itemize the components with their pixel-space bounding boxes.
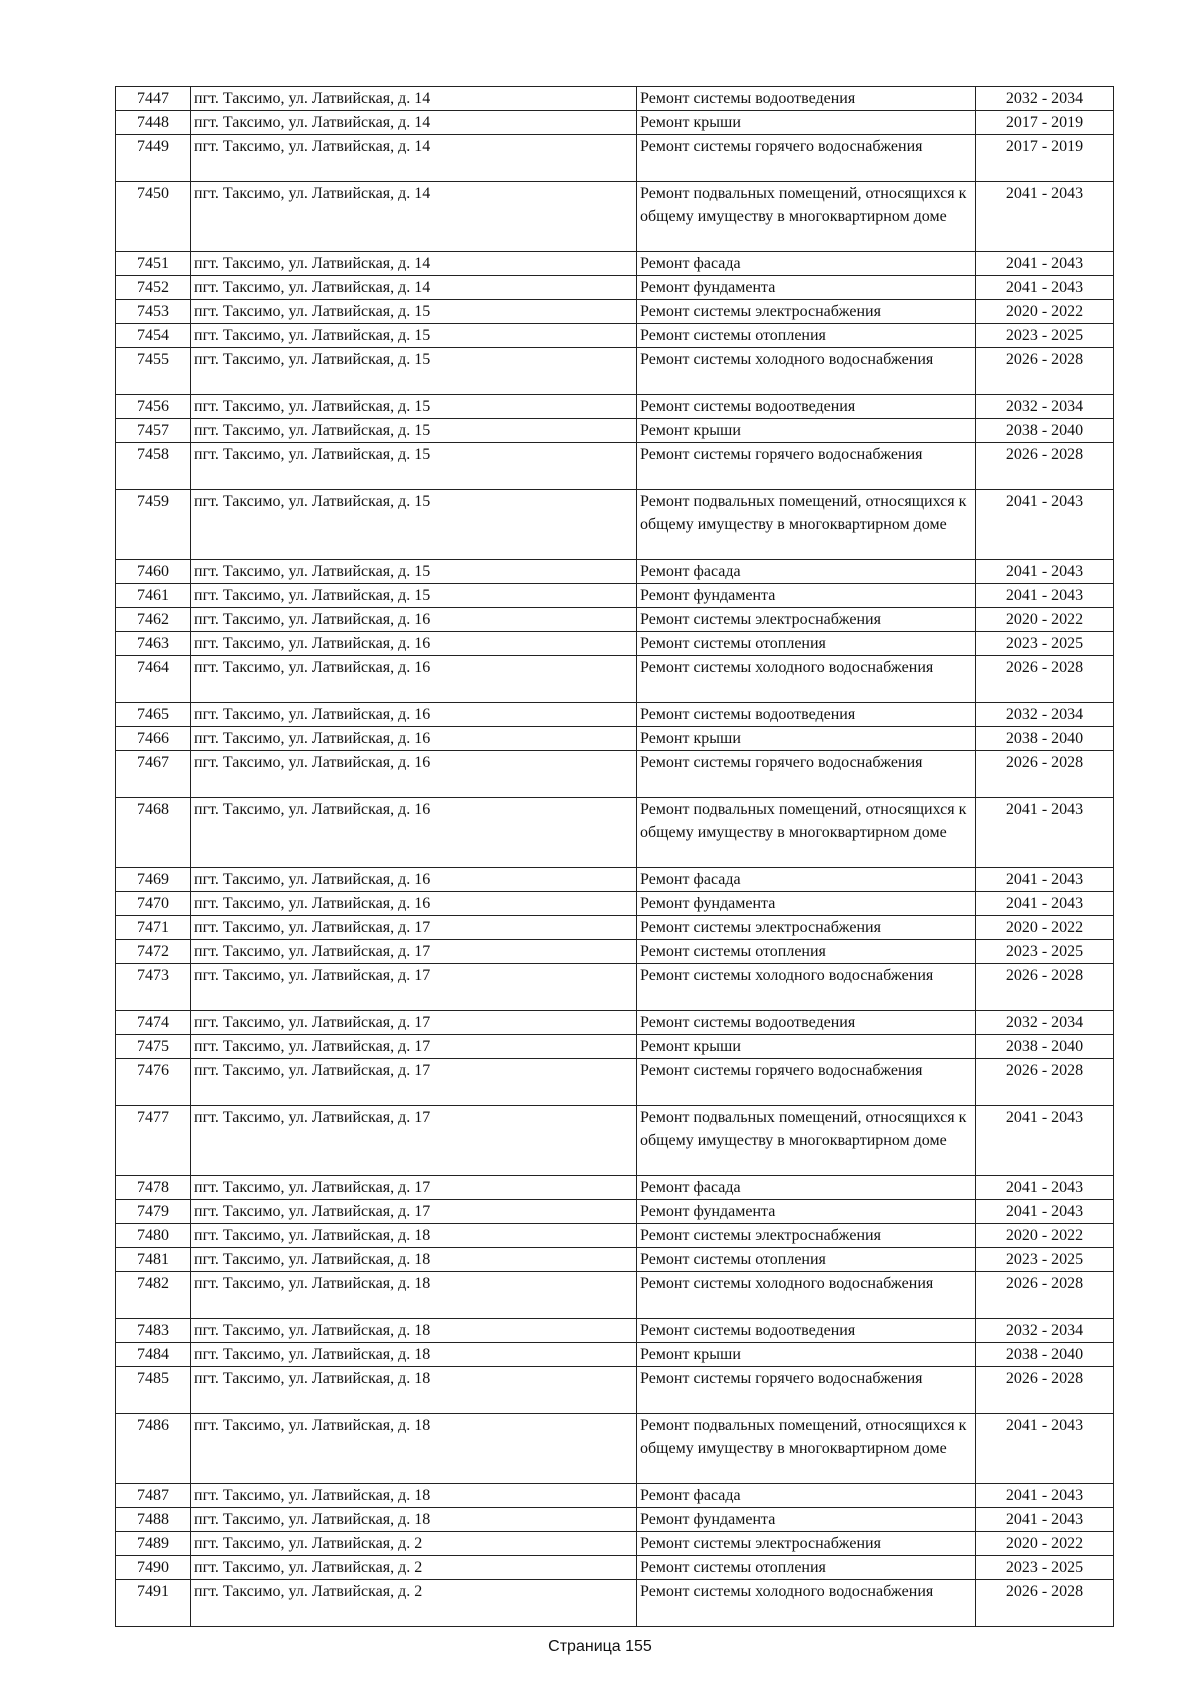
row-address: пгт. Таксимо, ул. Латвийская, д. 17 bbox=[191, 1059, 637, 1106]
row-address: пгт. Таксимо, ул. Латвийская, д. 15 bbox=[191, 300, 637, 324]
row-work-type: Ремонт системы электроснабжения bbox=[637, 916, 976, 940]
row-number: 7462 bbox=[116, 608, 191, 632]
row-period: 2041 - 2043 bbox=[976, 182, 1114, 252]
table-row bbox=[116, 1035, 1114, 1059]
row-work-type: Ремонт системы холодного водоснабжения bbox=[637, 1580, 976, 1627]
row-number: 7458 bbox=[116, 443, 191, 490]
row-period: 2026 - 2028 bbox=[976, 751, 1114, 798]
table-row bbox=[116, 608, 1114, 632]
row-work-type: Ремонт системы холодного водоснабжения bbox=[637, 348, 976, 395]
row-address: пгт. Таксимо, ул. Латвийская, д. 2 bbox=[191, 1556, 637, 1580]
row-address: пгт. Таксимо, ул. Латвийская, д. 15 bbox=[191, 490, 637, 560]
table-row bbox=[116, 1414, 1114, 1484]
row-number: 7472 bbox=[116, 940, 191, 964]
table-row bbox=[116, 892, 1114, 916]
row-number: 7457 bbox=[116, 419, 191, 443]
row-work-type: Ремонт системы горячего водоснабжения bbox=[637, 751, 976, 798]
row-number: 7467 bbox=[116, 751, 191, 798]
row-period: 2041 - 2043 bbox=[976, 1484, 1114, 1508]
row-period: 2038 - 2040 bbox=[976, 1035, 1114, 1059]
row-work-type: Ремонт фасада bbox=[637, 252, 976, 276]
row-work-type: Ремонт системы электроснабжения bbox=[637, 300, 976, 324]
row-work-type: Ремонт крыши bbox=[637, 1343, 976, 1367]
row-work-type: Ремонт крыши bbox=[637, 727, 976, 751]
row-address: пгт. Таксимо, ул. Латвийская, д. 16 bbox=[191, 703, 637, 727]
row-work-type: Ремонт системы холодного водоснабжения bbox=[637, 656, 976, 703]
row-period: 2041 - 2043 bbox=[976, 252, 1114, 276]
row-number: 7488 bbox=[116, 1508, 191, 1532]
row-number: 7482 bbox=[116, 1272, 191, 1319]
row-period: 2032 - 2034 bbox=[976, 1319, 1114, 1343]
row-number: 7481 bbox=[116, 1248, 191, 1272]
row-address: пгт. Таксимо, ул. Латвийская, д. 15 bbox=[191, 443, 637, 490]
row-number: 7471 bbox=[116, 916, 191, 940]
row-number: 7470 bbox=[116, 892, 191, 916]
row-number: 7449 bbox=[116, 135, 191, 182]
row-period: 2041 - 2043 bbox=[976, 490, 1114, 560]
row-address: пгт. Таксимо, ул. Латвийская, д. 2 bbox=[191, 1532, 637, 1556]
row-address: пгт. Таксимо, ул. Латвийская, д. 18 bbox=[191, 1319, 637, 1343]
table-row bbox=[116, 1200, 1114, 1224]
row-address: пгт. Таксимо, ул. Латвийская, д. 17 bbox=[191, 916, 637, 940]
row-number: 7485 bbox=[116, 1367, 191, 1414]
table-row bbox=[116, 703, 1114, 727]
table-row bbox=[116, 348, 1114, 395]
row-address: пгт. Таксимо, ул. Латвийская, д. 15 bbox=[191, 584, 637, 608]
row-work-type: Ремонт подвальных помещений, относящихся к общему имуществу в многоквартирном доме bbox=[637, 1414, 976, 1484]
table-row bbox=[116, 1059, 1114, 1106]
table-row bbox=[116, 1580, 1114, 1627]
table-row bbox=[116, 324, 1114, 348]
row-address: пгт. Таксимо, ул. Латвийская, д. 18 bbox=[191, 1248, 637, 1272]
row-address: пгт. Таксимо, ул. Латвийская, д. 16 bbox=[191, 632, 637, 656]
row-work-type: Ремонт системы электроснабжения bbox=[637, 1532, 976, 1556]
table-row bbox=[116, 916, 1114, 940]
table-row bbox=[116, 252, 1114, 276]
table-row bbox=[116, 490, 1114, 560]
row-period: 2020 - 2022 bbox=[976, 1532, 1114, 1556]
row-period: 2020 - 2022 bbox=[976, 608, 1114, 632]
row-number: 7468 bbox=[116, 798, 191, 868]
table-row bbox=[116, 1532, 1114, 1556]
table-row bbox=[116, 182, 1114, 252]
row-number: 7477 bbox=[116, 1106, 191, 1176]
row-address: пгт. Таксимо, ул. Латвийская, д. 17 bbox=[191, 1035, 637, 1059]
row-address: пгт. Таксимо, ул. Латвийская, д. 15 bbox=[191, 395, 637, 419]
row-period: 2041 - 2043 bbox=[976, 276, 1114, 300]
row-number: 7469 bbox=[116, 868, 191, 892]
row-work-type: Ремонт системы горячего водоснабжения bbox=[637, 135, 976, 182]
row-period: 2020 - 2022 bbox=[976, 300, 1114, 324]
row-period: 2020 - 2022 bbox=[976, 1224, 1114, 1248]
row-number: 7463 bbox=[116, 632, 191, 656]
row-work-type: Ремонт подвальных помещений, относящихся к общему имуществу в многоквартирном доме bbox=[637, 798, 976, 868]
row-number: 7487 bbox=[116, 1484, 191, 1508]
row-period: 2026 - 2028 bbox=[976, 964, 1114, 1011]
row-work-type: Ремонт системы водоотведения bbox=[637, 395, 976, 419]
row-address: пгт. Таксимо, ул. Латвийская, д. 17 bbox=[191, 1200, 637, 1224]
table-row bbox=[116, 1484, 1114, 1508]
row-period: 2023 - 2025 bbox=[976, 632, 1114, 656]
row-work-type: Ремонт подвальных помещений, относящихся к общему имуществу в многоквартирном доме bbox=[637, 490, 976, 560]
row-address: пгт. Таксимо, ул. Латвийская, д. 18 bbox=[191, 1343, 637, 1367]
row-address: пгт. Таксимо, ул. Латвийская, д. 18 bbox=[191, 1484, 637, 1508]
table-row bbox=[116, 584, 1114, 608]
row-address: пгт. Таксимо, ул. Латвийская, д. 14 bbox=[191, 182, 637, 252]
row-period: 2023 - 2025 bbox=[976, 324, 1114, 348]
row-number: 7455 bbox=[116, 348, 191, 395]
row-period: 2041 - 2043 bbox=[976, 1508, 1114, 1532]
row-work-type: Ремонт системы электроснабжения bbox=[637, 608, 976, 632]
row-number: 7447 bbox=[116, 87, 191, 111]
table-row bbox=[116, 751, 1114, 798]
table-row bbox=[116, 656, 1114, 703]
row-address: пгт. Таксимо, ул. Латвийская, д. 14 bbox=[191, 252, 637, 276]
table-row bbox=[116, 868, 1114, 892]
row-period: 2026 - 2028 bbox=[976, 656, 1114, 703]
row-work-type: Ремонт фасада bbox=[637, 560, 976, 584]
row-number: 7489 bbox=[116, 1532, 191, 1556]
row-work-type: Ремонт системы отопления bbox=[637, 1248, 976, 1272]
table-row bbox=[116, 798, 1114, 868]
row-work-type: Ремонт подвальных помещений, относящихся к общему имуществу в многоквартирном доме bbox=[637, 182, 976, 252]
row-work-type: Ремонт подвальных помещений, относящихся к общему имуществу в многоквартирном доме bbox=[637, 1106, 976, 1176]
row-work-type: Ремонт фундамента bbox=[637, 1200, 976, 1224]
row-address: пгт. Таксимо, ул. Латвийская, д. 18 bbox=[191, 1414, 637, 1484]
row-number: 7464 bbox=[116, 656, 191, 703]
row-work-type: Ремонт системы водоотведения bbox=[637, 703, 976, 727]
row-address: пгт. Таксимо, ул. Латвийская, д. 15 bbox=[191, 560, 637, 584]
row-work-type: Ремонт крыши bbox=[637, 419, 976, 443]
table-row bbox=[116, 111, 1114, 135]
row-period: 2041 - 2043 bbox=[976, 892, 1114, 916]
table-row bbox=[116, 443, 1114, 490]
row-work-type: Ремонт фундамента bbox=[637, 892, 976, 916]
table-body bbox=[116, 87, 1114, 1627]
row-number: 7478 bbox=[116, 1176, 191, 1200]
table-row bbox=[116, 87, 1114, 111]
table-row bbox=[116, 1176, 1114, 1200]
table-row bbox=[116, 1556, 1114, 1580]
row-number: 7484 bbox=[116, 1343, 191, 1367]
table-row bbox=[116, 1508, 1114, 1532]
table-row bbox=[116, 560, 1114, 584]
row-work-type: Ремонт системы водоотведения bbox=[637, 1319, 976, 1343]
table-row bbox=[116, 1319, 1114, 1343]
row-period: 2041 - 2043 bbox=[976, 1106, 1114, 1176]
table-row bbox=[116, 419, 1114, 443]
row-address: пгт. Таксимо, ул. Латвийская, д. 16 bbox=[191, 727, 637, 751]
row-work-type: Ремонт системы горячего водоснабжения bbox=[637, 1367, 976, 1414]
row-number: 7451 bbox=[116, 252, 191, 276]
row-address: пгт. Таксимо, ул. Латвийская, д. 15 bbox=[191, 324, 637, 348]
row-work-type: Ремонт крыши bbox=[637, 1035, 976, 1059]
row-work-type: Ремонт системы отопления bbox=[637, 940, 976, 964]
table-row bbox=[116, 1248, 1114, 1272]
row-address: пгт. Таксимо, ул. Латвийская, д. 14 bbox=[191, 276, 637, 300]
row-address: пгт. Таксимо, ул. Латвийская, д. 2 bbox=[191, 1580, 637, 1627]
row-work-type: Ремонт фасада bbox=[637, 1484, 976, 1508]
row-number: 7465 bbox=[116, 703, 191, 727]
row-address: пгт. Таксимо, ул. Латвийская, д. 14 bbox=[191, 135, 637, 182]
row-number: 7460 bbox=[116, 560, 191, 584]
row-number: 7461 bbox=[116, 584, 191, 608]
table-row bbox=[116, 940, 1114, 964]
row-work-type: Ремонт системы электроснабжения bbox=[637, 1224, 976, 1248]
row-period: 2032 - 2034 bbox=[976, 395, 1114, 419]
row-period: 2041 - 2043 bbox=[976, 1200, 1114, 1224]
row-address: пгт. Таксимо, ул. Латвийская, д. 15 bbox=[191, 348, 637, 395]
row-period: 2038 - 2040 bbox=[976, 419, 1114, 443]
row-number: 7454 bbox=[116, 324, 191, 348]
row-number: 7453 bbox=[116, 300, 191, 324]
table-row bbox=[116, 1224, 1114, 1248]
row-period: 2038 - 2040 bbox=[976, 1343, 1114, 1367]
row-address: пгт. Таксимо, ул. Латвийская, д. 16 bbox=[191, 798, 637, 868]
row-address: пгт. Таксимо, ул. Латвийская, д. 16 bbox=[191, 751, 637, 798]
row-period: 2041 - 2043 bbox=[976, 560, 1114, 584]
row-number: 7475 bbox=[116, 1035, 191, 1059]
row-work-type: Ремонт фундамента bbox=[637, 584, 976, 608]
table-row bbox=[116, 276, 1114, 300]
row-work-type: Ремонт фундамента bbox=[637, 1508, 976, 1532]
row-work-type: Ремонт системы водоотведения bbox=[637, 87, 976, 111]
row-work-type: Ремонт системы водоотведения bbox=[637, 1011, 976, 1035]
row-address: пгт. Таксимо, ул. Латвийская, д. 17 bbox=[191, 1176, 637, 1200]
row-period: 2032 - 2034 bbox=[976, 1011, 1114, 1035]
row-address: пгт. Таксимо, ул. Латвийская, д. 18 bbox=[191, 1272, 637, 1319]
row-number: 7480 bbox=[116, 1224, 191, 1248]
row-period: 2017 - 2019 bbox=[976, 111, 1114, 135]
row-period: 2017 - 2019 bbox=[976, 135, 1114, 182]
row-period: 2026 - 2028 bbox=[976, 1367, 1114, 1414]
repair-schedule-table bbox=[115, 86, 1114, 1627]
row-address: пгт. Таксимо, ул. Латвийская, д. 14 bbox=[191, 87, 637, 111]
row-period: 2026 - 2028 bbox=[976, 1580, 1114, 1627]
row-period: 2023 - 2025 bbox=[976, 1248, 1114, 1272]
row-number: 7491 bbox=[116, 1580, 191, 1627]
row-address: пгт. Таксимо, ул. Латвийская, д. 14 bbox=[191, 111, 637, 135]
row-address: пгт. Таксимо, ул. Латвийская, д. 17 bbox=[191, 940, 637, 964]
row-period: 2032 - 2034 bbox=[976, 703, 1114, 727]
row-number: 7450 bbox=[116, 182, 191, 252]
row-number: 7490 bbox=[116, 1556, 191, 1580]
row-number: 7459 bbox=[116, 490, 191, 560]
table-row bbox=[116, 1106, 1114, 1176]
row-period: 2026 - 2028 bbox=[976, 1059, 1114, 1106]
row-period: 2041 - 2043 bbox=[976, 868, 1114, 892]
row-period: 2023 - 2025 bbox=[976, 940, 1114, 964]
row-number: 7479 bbox=[116, 1200, 191, 1224]
row-number: 7452 bbox=[116, 276, 191, 300]
row-period: 2041 - 2043 bbox=[976, 798, 1114, 868]
row-period: 2020 - 2022 bbox=[976, 916, 1114, 940]
row-period: 2041 - 2043 bbox=[976, 1176, 1114, 1200]
row-number: 7456 bbox=[116, 395, 191, 419]
row-work-type: Ремонт крыши bbox=[637, 111, 976, 135]
table-row bbox=[116, 1272, 1114, 1319]
row-work-type: Ремонт фундамента bbox=[637, 276, 976, 300]
row-number: 7474 bbox=[116, 1011, 191, 1035]
row-work-type: Ремонт фасада bbox=[637, 868, 976, 892]
row-address: пгт. Таксимо, ул. Латвийская, д. 17 bbox=[191, 1106, 637, 1176]
page-number: Страница 155 bbox=[548, 1638, 652, 1655]
row-address: пгт. Таксимо, ул. Латвийская, д. 18 bbox=[191, 1508, 637, 1532]
table-row bbox=[116, 1343, 1114, 1367]
row-period: 2038 - 2040 bbox=[976, 727, 1114, 751]
row-work-type: Ремонт системы холодного водоснабжения bbox=[637, 964, 976, 1011]
row-address: пгт. Таксимо, ул. Латвийская, д. 16 bbox=[191, 868, 637, 892]
row-address: пгт. Таксимо, ул. Латвийская, д. 16 bbox=[191, 892, 637, 916]
row-number: 7448 bbox=[116, 111, 191, 135]
row-period: 2023 - 2025 bbox=[976, 1556, 1114, 1580]
row-number: 7466 bbox=[116, 727, 191, 751]
row-address: пгт. Таксимо, ул. Латвийская, д. 17 bbox=[191, 1011, 637, 1035]
table-row bbox=[116, 964, 1114, 1011]
row-period: 2041 - 2043 bbox=[976, 584, 1114, 608]
row-address: пгт. Таксимо, ул. Латвийская, д. 18 bbox=[191, 1224, 637, 1248]
row-period: 2032 - 2034 bbox=[976, 87, 1114, 111]
row-work-type: Ремонт фасада bbox=[637, 1176, 976, 1200]
row-number: 7473 bbox=[116, 964, 191, 1011]
row-work-type: Ремонт системы отопления bbox=[637, 1556, 976, 1580]
table-row bbox=[116, 632, 1114, 656]
table-row bbox=[116, 395, 1114, 419]
row-work-type: Ремонт системы горячего водоснабжения bbox=[637, 443, 976, 490]
table-row bbox=[116, 1367, 1114, 1414]
row-period: 2026 - 2028 bbox=[976, 348, 1114, 395]
row-work-type: Ремонт системы холодного водоснабжения bbox=[637, 1272, 976, 1319]
row-address: пгт. Таксимо, ул. Латвийская, д. 18 bbox=[191, 1367, 637, 1414]
row-work-type: Ремонт системы отопления bbox=[637, 324, 976, 348]
row-period: 2026 - 2028 bbox=[976, 1272, 1114, 1319]
row-period: 2026 - 2028 bbox=[976, 443, 1114, 490]
table-row bbox=[116, 727, 1114, 751]
row-address: пгт. Таксимо, ул. Латвийская, д. 16 bbox=[191, 656, 637, 703]
table-row bbox=[116, 300, 1114, 324]
row-period: 2041 - 2043 bbox=[976, 1414, 1114, 1484]
row-number: 7476 bbox=[116, 1059, 191, 1106]
row-work-type: Ремонт системы отопления bbox=[637, 632, 976, 656]
row-address: пгт. Таксимо, ул. Латвийская, д. 17 bbox=[191, 964, 637, 1011]
row-number: 7486 bbox=[116, 1414, 191, 1484]
table-row bbox=[116, 1011, 1114, 1035]
row-address: пгт. Таксимо, ул. Латвийская, д. 15 bbox=[191, 419, 637, 443]
row-address: пгт. Таксимо, ул. Латвийская, д. 16 bbox=[191, 608, 637, 632]
table-row bbox=[116, 135, 1114, 182]
row-work-type: Ремонт системы горячего водоснабжения bbox=[637, 1059, 976, 1106]
row-number: 7483 bbox=[116, 1319, 191, 1343]
